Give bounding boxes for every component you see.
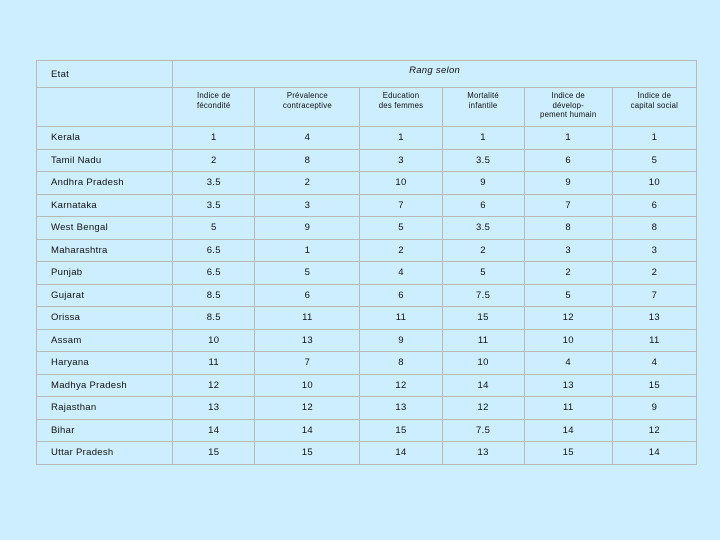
rank-value-cell: 5 (612, 149, 696, 172)
rank-value-cell: 2 (360, 239, 442, 262)
state-name-cell: Gujarat (37, 284, 173, 307)
state-name-cell: Kerala (37, 127, 173, 150)
rank-value-cell: 12 (360, 374, 442, 397)
table-row (37, 149, 697, 172)
criterion-header-line: fécondité (197, 100, 231, 110)
rank-value-cell: 1 (255, 239, 360, 262)
state-name-cell: Punjab (37, 262, 173, 285)
rank-value-cell: 9 (612, 397, 696, 420)
rank-value-cell: 13 (360, 397, 442, 420)
state-name-cell: Bihar (37, 419, 173, 442)
header-row (37, 61, 697, 88)
rank-value-cell: 6 (442, 194, 524, 217)
rank-value-cell: 11 (173, 352, 255, 375)
rank-value-cell: 3 (255, 194, 360, 217)
rank-value-cell: 5 (173, 217, 255, 240)
state-name-cell: Rajasthan (37, 397, 173, 420)
rank-value-cell: 4 (360, 262, 442, 285)
criterion-header-line: contraceptive (282, 100, 332, 110)
rank-value-cell: 13 (173, 397, 255, 420)
state-name-cell: Maharashtra (37, 239, 173, 262)
criteria-header-row (37, 88, 697, 127)
table-row (37, 217, 697, 240)
rank-value-cell: 14 (255, 419, 360, 442)
rank-value-cell: 2 (442, 239, 524, 262)
rank-value-cell: 8 (360, 352, 442, 375)
rank-value-cell: 8 (255, 149, 360, 172)
table-body (37, 61, 697, 465)
rank-value-cell: 6 (612, 194, 696, 217)
rank-value-cell: 7 (360, 194, 442, 217)
table-row (37, 329, 697, 352)
table-row (37, 262, 697, 285)
rank-value-cell: 3 (612, 239, 696, 262)
rank-value-cell: 14 (442, 374, 524, 397)
rank-value-cell: 7 (612, 284, 696, 307)
rank-value-cell: 14 (360, 442, 442, 465)
state-name-cell: Uttar Pradesh (37, 442, 173, 465)
rank-value-cell: 11 (612, 329, 696, 352)
criterion-header-line: pement humain (540, 110, 597, 119)
criteria-header-blank (37, 88, 173, 127)
rank-value-cell: 15 (524, 442, 612, 465)
rank-value-cell: 4 (255, 127, 360, 150)
criterion-header-line: Mortalité (467, 91, 499, 100)
table-row (37, 172, 697, 195)
table-row (37, 442, 697, 465)
rank-value-cell: 2 (173, 149, 255, 172)
ranking-table (36, 60, 697, 465)
rank-value-cell: 12 (524, 307, 612, 330)
table-row (37, 127, 697, 150)
rank-value-cell: 11 (442, 329, 524, 352)
rank-value-cell: 6 (360, 284, 442, 307)
rank-value-cell: 2 (612, 262, 696, 285)
rank-value-cell: 6.5 (173, 262, 255, 285)
table-row (37, 397, 697, 420)
state-name-cell: West Bengal (37, 217, 173, 240)
table-row (37, 239, 697, 262)
rank-value-cell: 12 (255, 397, 360, 420)
criterion-header (524, 88, 612, 127)
rank-value-cell: 12 (612, 419, 696, 442)
rank-value-cell: 14 (173, 419, 255, 442)
rank-value-cell: 8 (612, 217, 696, 240)
rank-value-cell: 11 (255, 307, 360, 330)
criterion-header (173, 88, 255, 127)
criterion-header-line: Indice de (551, 91, 585, 100)
criterion-header-line: des femmes (378, 100, 424, 110)
criterion-header-line: dévelop- (552, 100, 584, 110)
criterion-header-line: Indice de (197, 91, 231, 100)
criterion-header-line: Indice de (637, 91, 672, 100)
rank-value-cell: 9 (442, 172, 524, 195)
rank-value-cell: 2 (524, 262, 612, 285)
rank-value-cell: 7.5 (442, 284, 524, 307)
rank-value-cell: 13 (612, 307, 696, 330)
rank-value-cell: 1 (442, 127, 524, 150)
state-name-cell: Tamil Nadu (37, 149, 173, 172)
rank-value-cell: 5 (255, 262, 360, 285)
rank-value-cell: 6 (255, 284, 360, 307)
rank-value-cell: 14 (612, 442, 696, 465)
rank-value-cell: 10 (255, 374, 360, 397)
criterion-header (442, 88, 524, 127)
state-name-cell: Haryana (37, 352, 173, 375)
state-column-header: Etat (37, 61, 173, 88)
rank-value-cell: 1 (524, 127, 612, 150)
criterion-header (612, 88, 696, 127)
rank-value-cell: 9 (255, 217, 360, 240)
criterion-header-line: capital social (630, 100, 679, 110)
rank-value-cell: 11 (524, 397, 612, 420)
table-row (37, 194, 697, 217)
rank-value-cell: 11 (360, 307, 442, 330)
rank-value-cell: 6.5 (173, 239, 255, 262)
rank-value-cell: 12 (442, 397, 524, 420)
criterion-header (360, 88, 442, 127)
rank-value-cell: 6 (524, 149, 612, 172)
rank-value-cell: 3.5 (442, 149, 524, 172)
rank-value-cell: 10 (524, 329, 612, 352)
rank-value-cell: 8.5 (173, 284, 255, 307)
rank-value-cell: 5 (524, 284, 612, 307)
rank-value-cell: 15 (612, 374, 696, 397)
rank-value-cell: 1 (360, 127, 442, 150)
rank-value-cell: 4 (612, 352, 696, 375)
table-row (37, 307, 697, 330)
criterion-header (255, 88, 360, 127)
rank-value-cell: 3.5 (173, 172, 255, 195)
rank-value-cell: 10 (360, 172, 442, 195)
state-name-cell: Orissa (37, 307, 173, 330)
rank-value-cell: 8 (524, 217, 612, 240)
table-row (37, 419, 697, 442)
rank-value-cell: 10 (173, 329, 255, 352)
criterion-header-line: Education (382, 91, 420, 100)
rank-value-cell: 14 (524, 419, 612, 442)
rank-value-cell: 7 (255, 352, 360, 375)
table-row (37, 374, 697, 397)
rank-value-cell: 13 (524, 374, 612, 397)
rank-value-cell: 15 (255, 442, 360, 465)
state-name-cell: Assam (37, 329, 173, 352)
rank-value-cell: 3.5 (173, 194, 255, 217)
rank-value-cell: 15 (360, 419, 442, 442)
rank-value-cell: 1 (173, 127, 255, 150)
rank-value-cell: 15 (442, 307, 524, 330)
rank-value-cell: 3 (524, 239, 612, 262)
rank-value-cell: 3.5 (442, 217, 524, 240)
rank-value-cell: 3 (360, 149, 442, 172)
state-name-cell: Andhra Pradesh (37, 172, 173, 195)
rank-value-cell: 1 (612, 127, 696, 150)
rank-value-cell: 12 (173, 374, 255, 397)
rank-value-cell: 5 (360, 217, 442, 240)
rank-value-cell: 13 (442, 442, 524, 465)
rank-value-cell: 8.5 (173, 307, 255, 330)
rank-value-cell: 9 (360, 329, 442, 352)
table-row (37, 284, 697, 307)
rank-value-cell: 2 (255, 172, 360, 195)
rank-value-cell: 10 (612, 172, 696, 195)
rank-value-cell: 4 (524, 352, 612, 375)
rank-value-cell: 13 (255, 329, 360, 352)
criterion-header-line: infantile (468, 100, 498, 110)
state-name-cell: Karnataka (37, 194, 173, 217)
criterion-header-line: Prévalence (286, 91, 328, 100)
rank-value-cell: 15 (173, 442, 255, 465)
rank-group-header: Rang selon (173, 61, 697, 88)
table-row (37, 352, 697, 375)
rank-value-cell: 5 (442, 262, 524, 285)
rank-value-cell: 7.5 (442, 419, 524, 442)
state-name-cell: Madhya Pradesh (37, 374, 173, 397)
rank-value-cell: 7 (524, 194, 612, 217)
rank-value-cell: 10 (442, 352, 524, 375)
rank-value-cell: 9 (524, 172, 612, 195)
